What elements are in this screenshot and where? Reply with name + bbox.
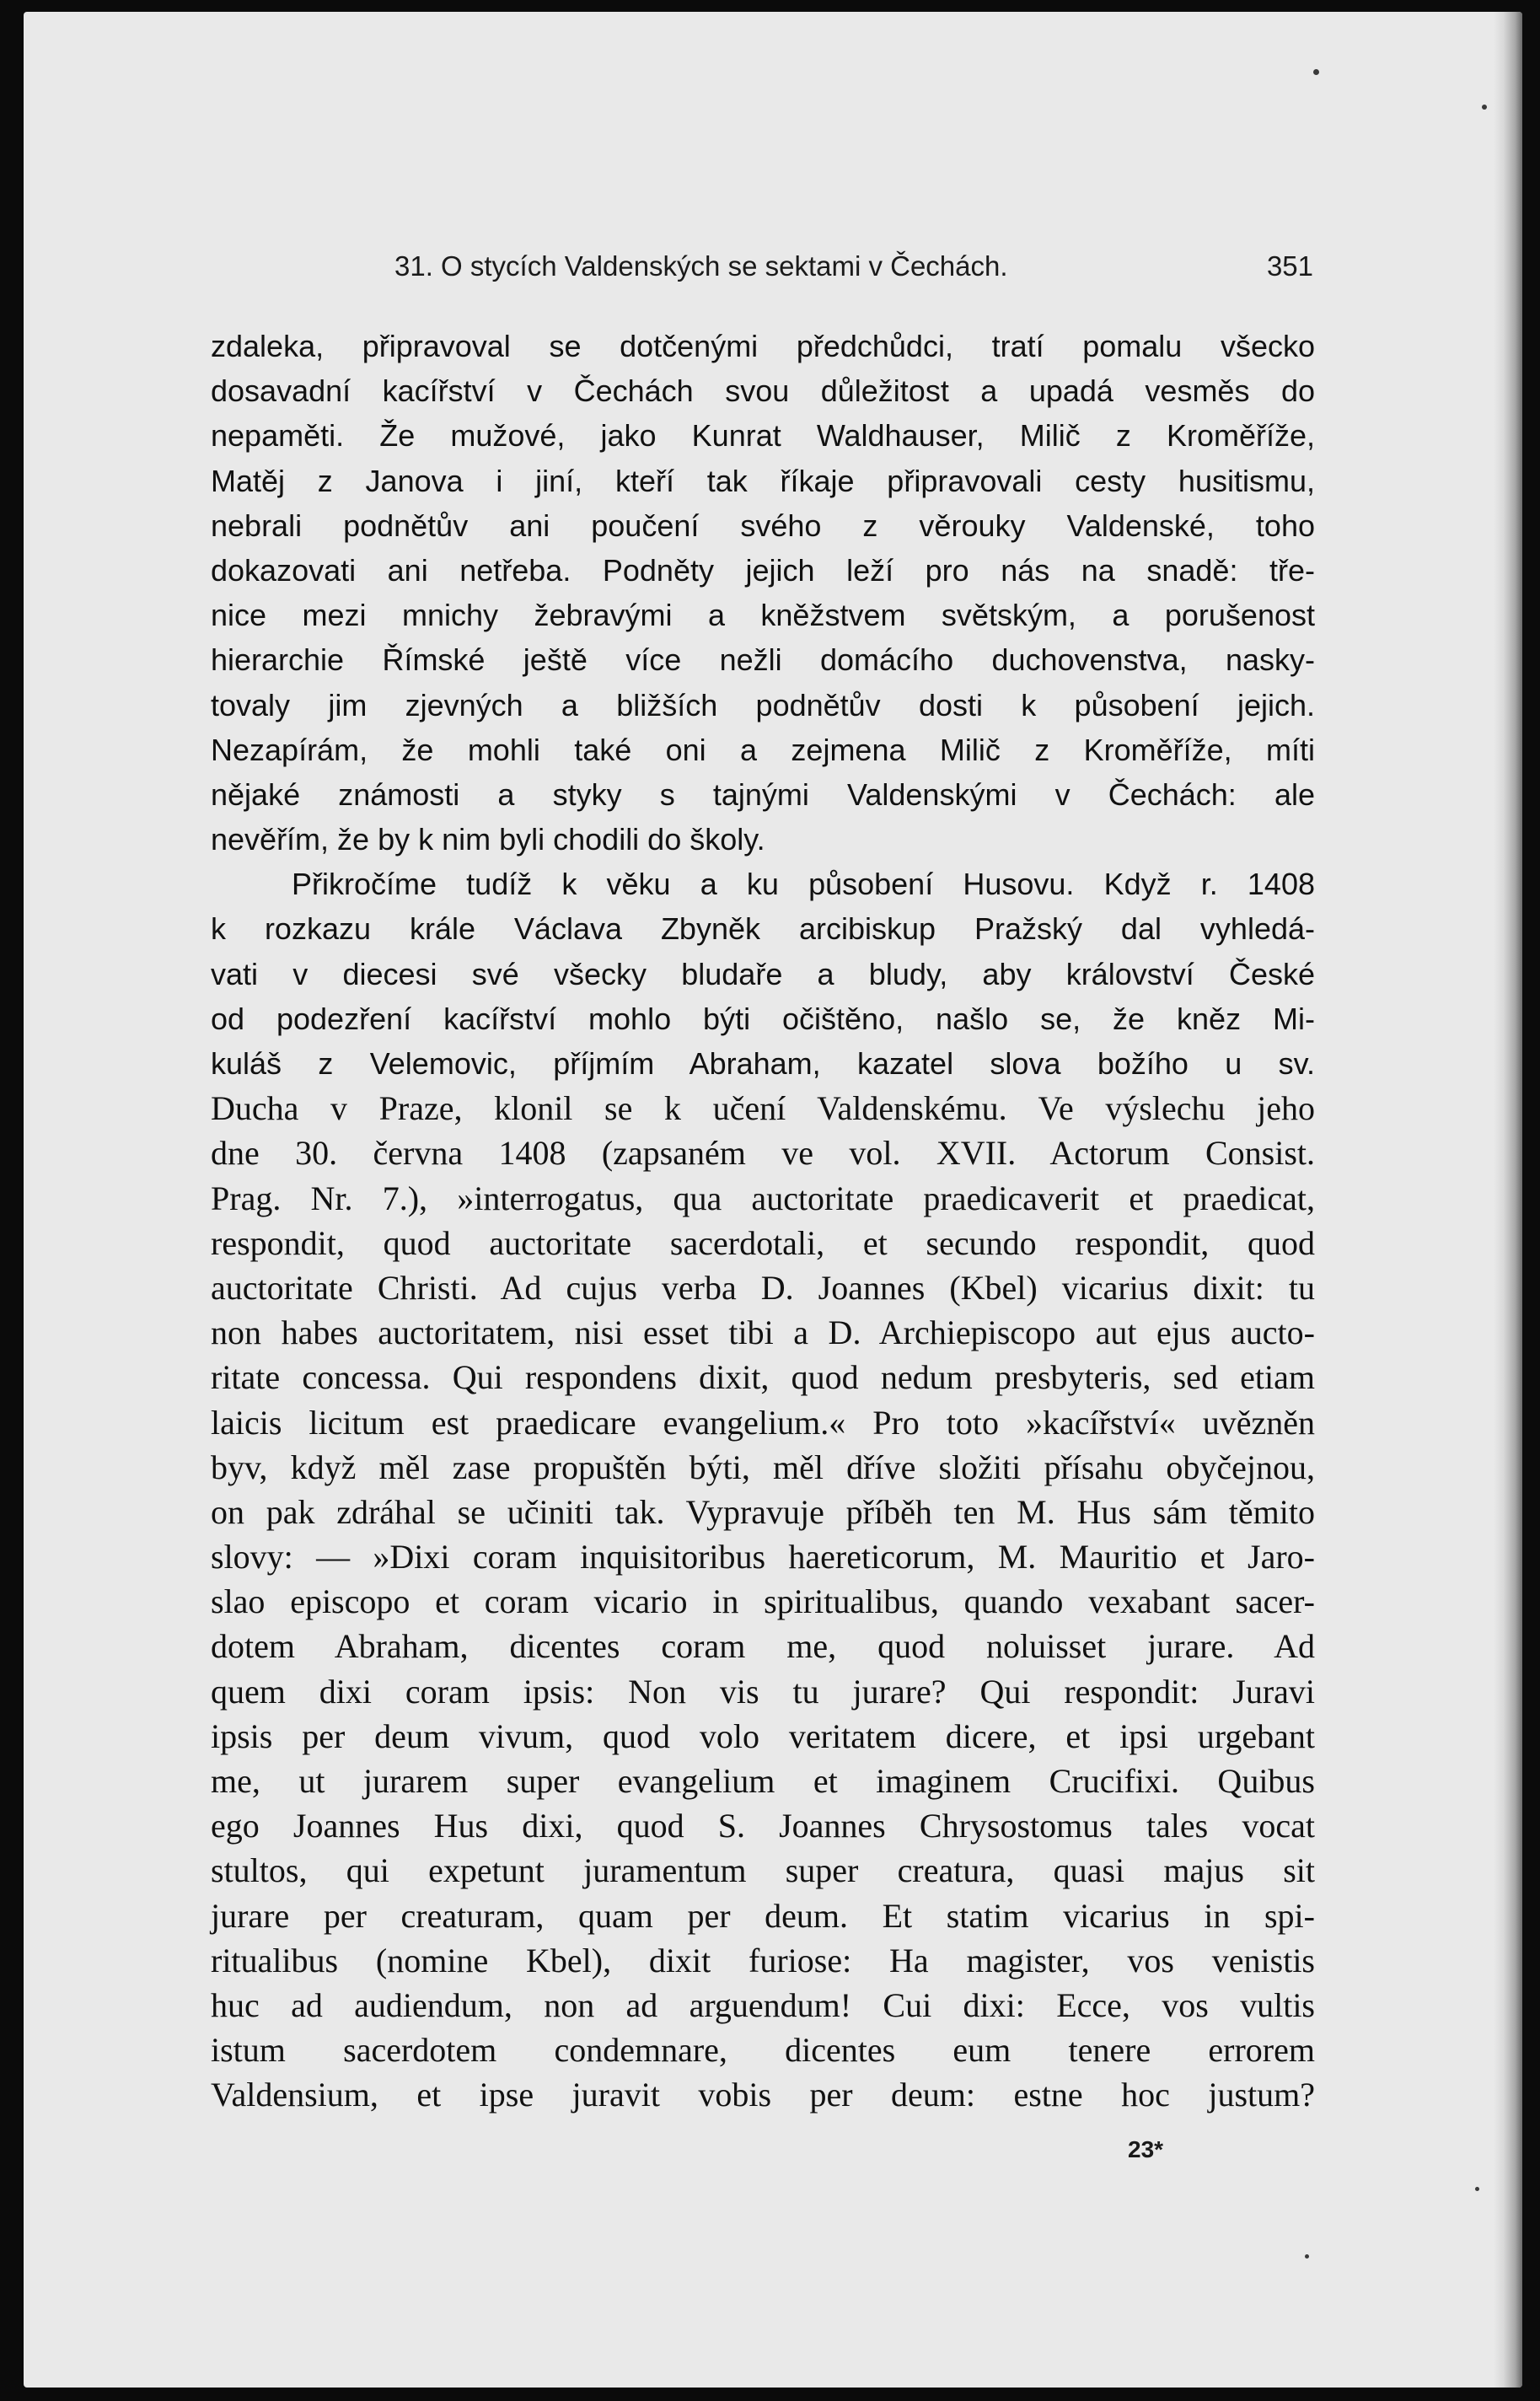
text-line: zdaleka, připravoval se dotčenými předchůdci, tratí pomalu všecko [211, 329, 1315, 363]
text-line: nice mezi mnichy žebravými a kněžstvem světským, a porušenost [211, 598, 1315, 633]
text-line: slovy: — »Dixi coram inquisitoribus haereticorum, M. Mauritio et Jaro- [211, 1538, 1315, 1576]
page-number: 351 [1266, 250, 1313, 282]
text-line: nějaké známosti a styky s tajnými Valdenskými v Čechách: ale [211, 776, 1315, 812]
text-line: non habes auctoritatem, nisi esset tibi a D. Archiepiscopo aut ejus aucto- [211, 1313, 1315, 1352]
text-line: Valdensium, et ipse juravit vobis per deum: estne hoc justum? [211, 2076, 1315, 2114]
running-title: 31. O stycích Valdenských se sektami v Čechách. [394, 250, 1008, 282]
page-body-text [211, 324, 1315, 2118]
text-line: hierarchie Římské ještě více nežli domácího duchovenstva, nasky- [211, 642, 1315, 678]
text-line: kuláš z Velemovic, příjmím Abraham, kazatel slova božího u sv. [211, 1046, 1315, 1081]
text-line: nebrali podnětův ani poučení svého z věrouky Valdenské, toho [211, 508, 1315, 543]
text-line: stultos, qui expetunt juramentum super creatura, quasi majus sit [211, 1851, 1315, 1890]
text-line: Přikročíme tudíž k věku a ku působení Husovu. Když r. 1408 [292, 867, 1315, 902]
text-line: byv, když měl zase propuštěn býti, měl dříve složiti přísahu obyčejnou, [211, 1448, 1315, 1486]
speck [1475, 2187, 1479, 2191]
text-line: Nezapírám, že mohli také oni a zejmena Milič z Kroměříže, míti [211, 732, 1315, 767]
text-line: on pak zdráhal se učiniti tak. Vypravuje příběh ten M. Hus sám těmito [211, 1492, 1315, 1531]
text-line: vati v diecesi své všecky bludaře a bludy, aby království České [211, 956, 1315, 991]
signature-mark: 23* [1128, 2136, 1164, 2162]
text-line: respondit, quod auctoritate sacerdotali, et secundo respondit, quod [211, 1223, 1315, 1262]
text-line: huc ad audiendum, non ad arguendum! Cui dixi: Ecce, vos vultis [211, 1985, 1315, 2024]
text-line: dotem Abraham, dicentes coram me, quod noluisset jurare. Ad [211, 1627, 1315, 1666]
speck [1313, 69, 1319, 75]
text-line: Matěj z Janova i jiní, kteří tak říkaje připravovali cesty husitismu, [211, 463, 1315, 498]
text-line: jurare per creaturam, quam per deum. Et statim vicarius in spi- [211, 1896, 1315, 1935]
text-line: dosavadní kacířství v Čechách svou důležitost a upadá vesměs do [211, 373, 1315, 409]
text-line: laicis licitum est praedicare evangelium.« Pro toto »kacířství« uvězněn [211, 1403, 1315, 1442]
speck [1482, 105, 1487, 110]
text-line: istum sacerdotem condemnare, dicentes eum tenere errorem [211, 2031, 1315, 2070]
running-header [394, 250, 1313, 293]
text-line: slao episcopo et coram vicario in spiritualibus, quando vexabant sacer- [211, 1582, 1315, 1621]
text-line: auctoritate Christi. Ad cujus verba D. Joannes (Kbel) vicarius dixit: tu [211, 1268, 1315, 1307]
text-line: quem dixi coram ipsis: Non vis tu jurare? Qui respondit: Juravi [211, 1672, 1315, 1711]
text-line: tovaly jim zjevných a bližších podnětův dosti k působení jejich. [211, 687, 1315, 722]
speck [1305, 2254, 1309, 2259]
text-line: ipsis per deum vivum, quod volo veritatem dicere, et ipsi urgebant [211, 1716, 1315, 1755]
text-line: ritate concessa. Qui respondens dixit, quod nedum presbyteris, sed etiam [211, 1358, 1315, 1397]
book-page [24, 12, 1522, 2388]
text-line: ego Joannes Hus dixi, quod S. Joannes Chrysostomus tales vocat [211, 1807, 1315, 1845]
text-line: od podezření kacířství mohlo býti očištěno, našlo se, že kněz Mi- [211, 1001, 1315, 1036]
page-edge-shadow [1494, 12, 1522, 2388]
text-line: ritualibus (nomine Kbel), dixit furiose: Ha magister, vos venistis [211, 1941, 1315, 1979]
text-line: k rozkazu krále Václava Zbyněk arcibiskup Pražský dal vyhledá- [211, 911, 1315, 947]
text-line: Ducha v Praze, klonil se k učení Valdenskému. Ve výslechu jeho [211, 1089, 1315, 1128]
text-line: dne 30. června 1408 (zapsaném ve vol. XVII. Actorum Consist. [211, 1134, 1315, 1173]
text-line: nepaměti. Že mužové, jako Kunrat Waldhauser, Milič z Kroměříže, [211, 418, 1315, 454]
text-line: nevěřím, že by k nim byli chodili do školy. [211, 822, 765, 857]
text-line: me, ut jurarem super evangelium et imaginem Crucifixi. Quibus [211, 1762, 1315, 1800]
text-line: Prag. Nr. 7.), »interrogatus, qua auctoritate praedicaverit et praedicat, [211, 1179, 1315, 1217]
text-line: dokazovati ani netřeba. Podněty jejich leží pro nás na snadě: tře- [211, 552, 1315, 588]
